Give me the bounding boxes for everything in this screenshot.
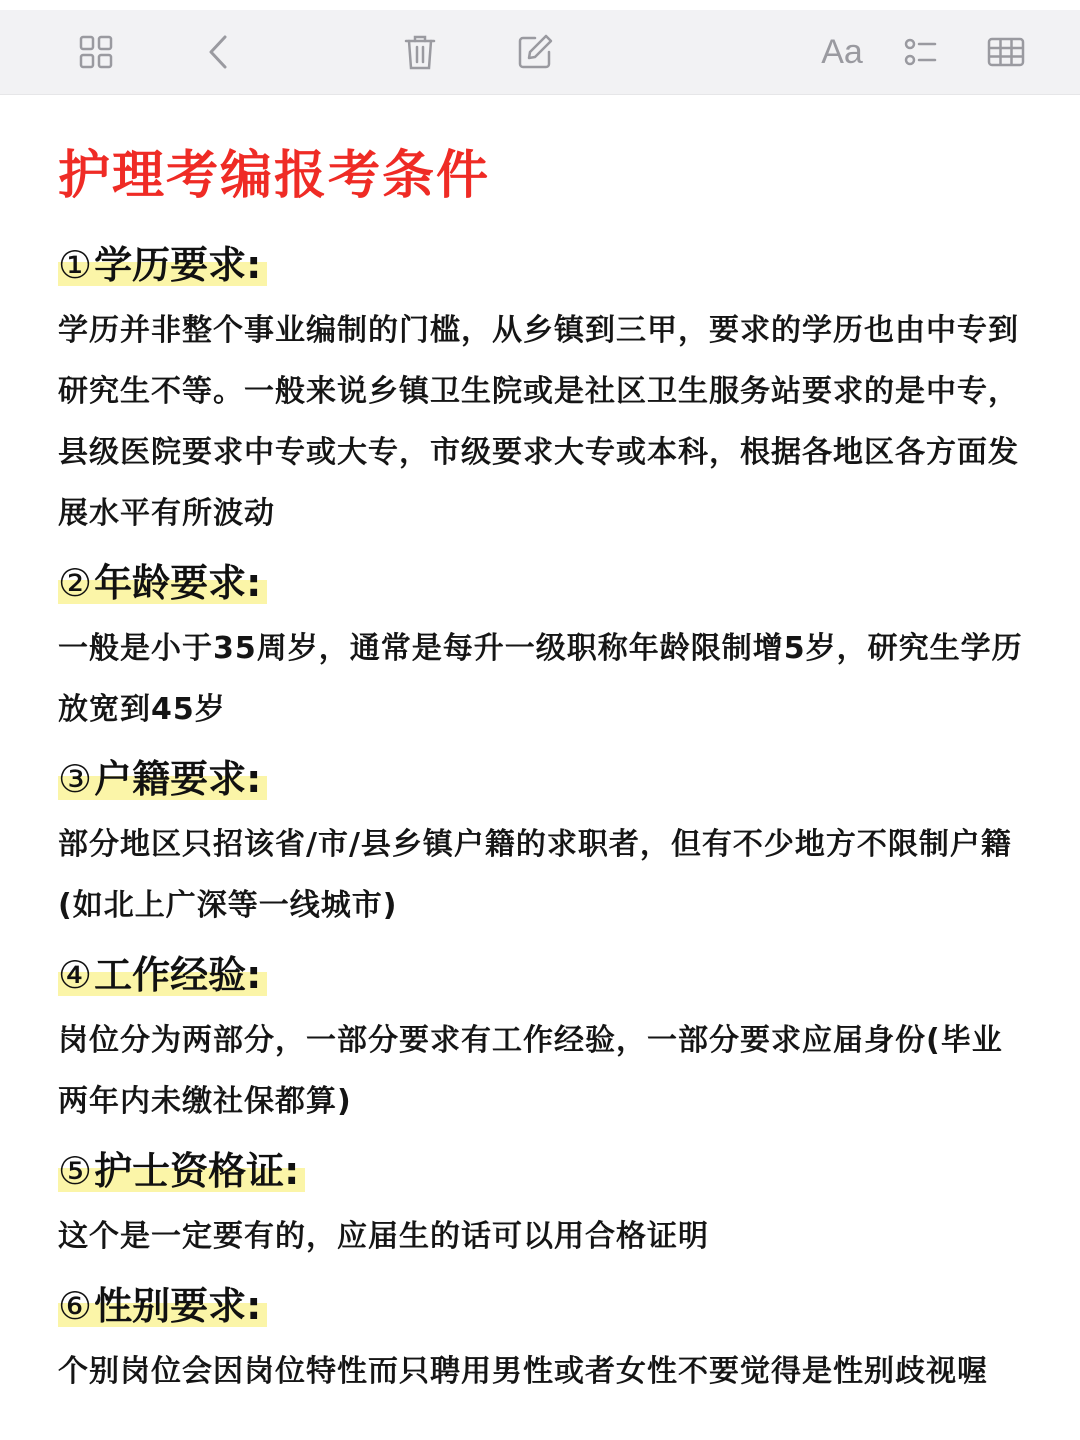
section-number: ② — [58, 561, 93, 605]
requirement-section — [58, 754, 1028, 936]
section-heading-text: 性别要求: — [94, 1284, 262, 1328]
requirement-section — [58, 950, 1028, 1132]
section-body: 个别岗位会因岗位特性而只聘用男性或者女性不要觉得是性别歧视喔 — [58, 1354, 988, 1389]
format-text-label: Aa — [821, 32, 863, 71]
section-heading — [58, 558, 267, 608]
section-body: 这个是一定要有的，应届生的话可以用合格证明 — [58, 1219, 709, 1254]
section-number: ④ — [58, 953, 93, 997]
table-icon[interactable] — [985, 31, 1027, 73]
section-heading-text: 年龄要求: — [94, 561, 262, 605]
section-heading-text: 护士资格证: — [94, 1149, 300, 1193]
back-chevron-icon[interactable] — [198, 31, 240, 73]
section-number: ⑥ — [58, 1284, 93, 1328]
section-number: ① — [58, 243, 93, 287]
section-number: ⑤ — [58, 1149, 93, 1193]
requirements-list — [58, 240, 1028, 1402]
section-heading — [58, 240, 267, 290]
requirement-section — [58, 240, 1028, 544]
section-body: 岗位分为两部分，一部分要求有工作经验，一部分要求应届身份(毕业两年内未缴社保都算) — [58, 1023, 1003, 1119]
section-body: 一般是小于35周岁，通常是每升一级职称年龄限制增5岁，研究生学历放宽到45岁 — [58, 631, 1023, 727]
section-heading — [58, 1281, 267, 1331]
section-body: 部分地区只招该省/市/县乡镇户籍的求职者，但有不少地方不限制户籍(如北上广深等一线城市) — [58, 827, 1012, 923]
section-heading-text: 工作经验: — [94, 953, 262, 997]
section-heading-text: 户籍要求: — [94, 757, 262, 801]
trash-icon[interactable] — [399, 31, 441, 73]
section-heading — [58, 754, 267, 804]
format-text-icon[interactable] — [818, 31, 866, 73]
compose-icon[interactable] — [514, 31, 556, 73]
grid-icon[interactable] — [75, 31, 117, 73]
requirement-section — [58, 558, 1028, 740]
section-heading — [58, 1146, 305, 1196]
note-content[interactable] — [58, 120, 1028, 1410]
requirement-section — [58, 1146, 1028, 1267]
page-title: 护理考编报考条件 — [58, 146, 491, 206]
checklist-icon[interactable] — [899, 31, 941, 73]
requirement-section — [58, 1281, 1028, 1402]
notes-toolbar — [0, 10, 1080, 95]
section-body: 学历并非整个事业编制的门槛，从乡镇到三甲，要求的学历也由中专到研究生不等。一般来说乡镇卫生院或是社区卫生服务站要求的是中专，县级医院要求中专或大专，市级要求大专或本科，根据各地区各方面发展水平有所波动 — [58, 313, 1019, 531]
section-number: ③ — [58, 757, 93, 801]
section-heading-text: 学历要求: — [94, 243, 262, 287]
section-heading — [58, 950, 267, 1000]
